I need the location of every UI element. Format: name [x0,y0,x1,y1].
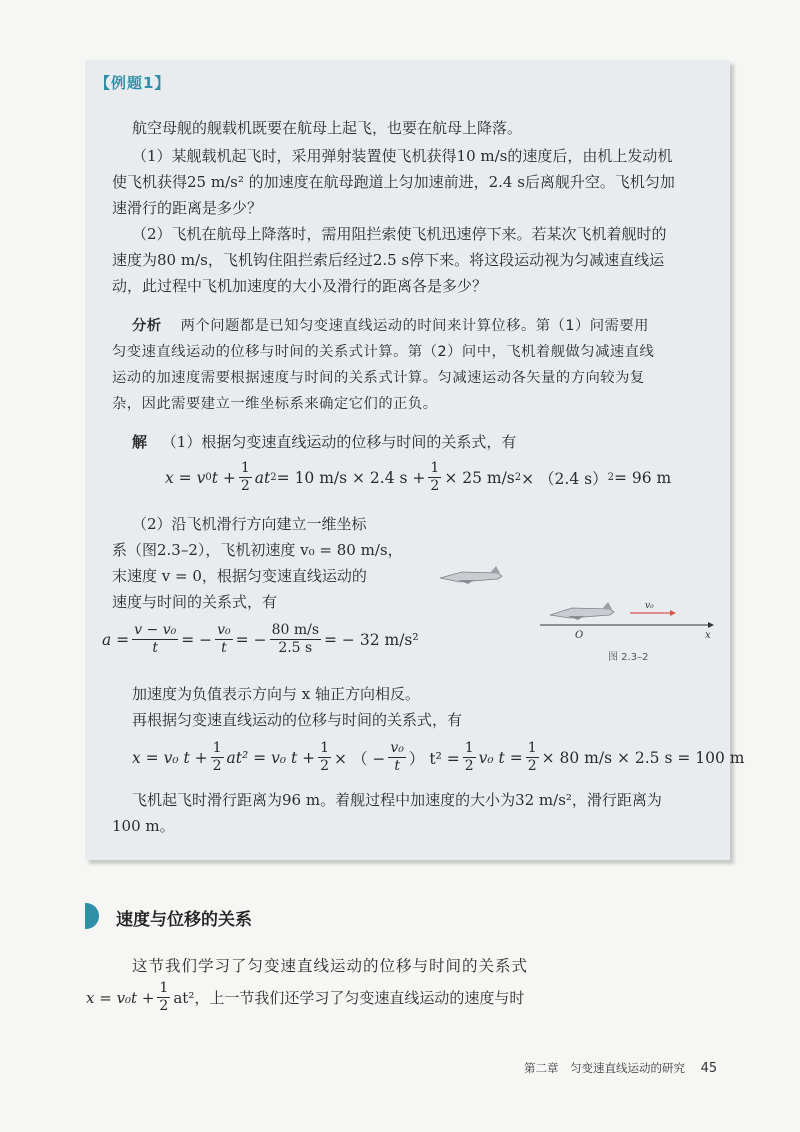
formula-3-half-4 [526,740,539,775]
airplane-icon-lower [550,602,614,620]
footer-chapter: 第二章 匀变速直线运动的研究 [524,1061,685,1075]
question-2-line-1: （2）飞机在航母上降落时，需用阻拦索使飞机迅速停下来。若某次飞机着舰时的 [132,225,667,243]
frac-1-num: v − v₀ [134,622,177,638]
figure-airplane-axis [440,560,730,670]
conclusion-line-2: 100 m。 [112,817,175,835]
question-1-line-1: （1）某舰载机起飞时，采用弹射装置使飞机获得10 m/s的速度后，由机上发动机 [132,147,673,165]
f3-half-den-2: 2 [320,758,330,774]
analysis-line-2: 匀变速直线运动的位移与时间的关系式计算。第（2）问中，飞机着舰做匀减速直线 [112,344,655,360]
formula-2-a: a = [102,630,130,649]
formula-3-v0-over-t [388,740,406,775]
section-half-den: 2 [159,998,169,1014]
section-half [157,980,170,1015]
formula-2 [102,622,419,657]
formula-3-a: x = v₀ t + [132,748,208,767]
formula-3-d: ） t² = [408,749,460,768]
section-paragraph-line-2 [86,980,524,1015]
section-paragraph-tail: at²，上一节我们还学习了匀变速直线运动的速度与时 [173,989,525,1007]
figure-caption: 图 2.3–2 [608,652,649,663]
formula-3-half-1 [211,740,224,775]
section-marker-icon [85,903,99,929]
section-formula: x = v₀t + [86,988,155,1007]
formula-1-sup-2: 2 [514,472,522,483]
formula-1-at: at [254,468,271,487]
formula-2-frac-2 [215,622,233,657]
formula-2-eq-minus: = − [181,630,213,649]
formula-3-half-2 [318,740,331,775]
solution-2-line-1: （2）沿飞机滑行方向建立一维坐标 [132,515,367,533]
formula-1-sub0: 0 [205,472,212,483]
section-paragraph-line-1: 这节我们学习了匀变速直线运动的位移与时间的关系式 [132,957,529,975]
velocity-arrowhead [670,610,676,616]
formula-1 [165,460,671,495]
formula-2-result: = − 32 m/s² [324,630,419,649]
section-half-num: 1 [159,980,169,996]
f3-half-num-4: 1 [527,740,537,756]
formula-1-lhs: x = v [165,468,206,487]
analysis-line-4: 杂，因此需要建立一维坐标系来确定它们的正负。 [112,396,438,412]
half-denominator: 2 [240,478,250,494]
f3-half-den-1: 2 [212,758,222,774]
formula-1-rhs2: × 25 m/s [444,468,515,487]
f3-half-num-3: 1 [464,740,474,756]
example-intro: 航空母舰的舰载机既要在航母上起飞，也要在航母上降落。 [132,119,523,137]
formula-3-b: at² = v₀ t + [226,748,316,767]
analysis-line-3: 运动的加速度需要根据速度与时间的关系式计算。匀减速运动各矢量的方向较为复 [112,370,645,386]
f3-half-num-2: 1 [320,740,330,756]
question-2-line-3: 动，此过程中飞机加速度的大小及滑行的距离各是多少？ [112,277,488,295]
formula-1-t: t + [211,468,236,487]
page-number: 45 [700,1061,718,1076]
formula-1-rhs3: × （2.4 s） [521,469,608,488]
f3-half-den-3: 2 [464,758,474,774]
frac-2-den: t [221,640,227,656]
formula-3-e: v₀ t = [478,748,523,767]
x-axis-arrowhead [708,622,714,628]
formula-1-rhs4: = 96 m [613,468,672,487]
after-formula-2-line-1: 加速度为负值表示方向与 x 轴正方向相反。 [132,685,420,703]
half-numerator-2: 1 [430,460,440,476]
analysis-text-1: 两个问题都是已知匀变速直线运动的时间来计算位移。第（1）问需要用 [180,318,649,334]
half-numerator: 1 [240,460,250,476]
solution-2-line-2: 系（图2.3–2），飞机初速度 v₀ = 80 m/s， [112,541,403,559]
solution-2-line-3: 末速度 v = 0，根据匀变速直线运动的 [112,567,367,585]
page-footer [524,1060,717,1076]
analysis-line-1 [132,316,649,336]
question-2-line-2: 速度为80 m/s，飞机钩住阻拦索后经过2.5 s停下来。将这段运动视为匀减速直线运 [112,251,665,269]
formula-2-eq-minus-2: = − [235,630,267,649]
f3-v0-num: v₀ [390,740,404,756]
solution-line-1 [132,432,516,452]
formula-2-frac-3 [270,622,321,657]
analysis-label: 分析 [132,318,162,334]
formula-1-half [239,460,252,495]
conclusion-line-1: 飞机起飞时滑行距离为96 m。着舰过程中加速度的大小为32 m/s²，滑行距离为 [132,791,662,809]
velocity-label: v₀ [645,601,654,611]
solution-2-line-4: 速度与时间的关系式，有 [112,593,278,611]
solution-label: 解 [132,433,148,451]
f3-t-den: t [394,758,400,774]
question-1-line-2: 使飞机获得25 m/s² 的加速度在航母跑道上匀加速前进，2.4 s后离舰升空。飞机匀加 [112,173,675,191]
example-title: 【例题1】 [95,74,171,92]
after-formula-2-line-2: 再根据匀变速直线运动的位移与时间的关系式，有 [132,711,463,729]
axis-label: x [705,630,711,641]
frac-1-den: t [152,640,158,656]
solution-1-text: （1）根据匀变速直线运动的位移与时间的关系式，有 [161,433,517,451]
formula-3-c: × （ − [334,749,386,768]
origin-label: O [575,630,584,641]
formula-2-frac-1 [132,622,178,657]
f3-half-num-1: 1 [212,740,222,756]
airplane-icon-upper [440,566,502,584]
section-title: 速度与位移的关系 [116,910,252,930]
frac-3-den: 2.5 s [278,640,313,656]
formula-3 [132,740,744,775]
formula-1-sup: 2 [270,472,277,483]
frac-2-num: v₀ [217,622,231,638]
frac-3-num: 80 m/s [271,622,320,638]
formula-1-half-2 [428,460,441,495]
formula-1-sup-3: 2 [607,472,614,483]
formula-3-half-3 [463,740,476,775]
question-1-line-3: 速滑行的距离是多少？ [112,199,263,217]
formula-1-rhs: = 10 m/s × 2.4 s + [276,468,426,487]
formula-3-f: × 80 m/s × 2.5 s = 100 m [541,748,745,767]
half-denominator-2: 2 [430,478,440,494]
f3-half-den-4: 2 [527,758,537,774]
